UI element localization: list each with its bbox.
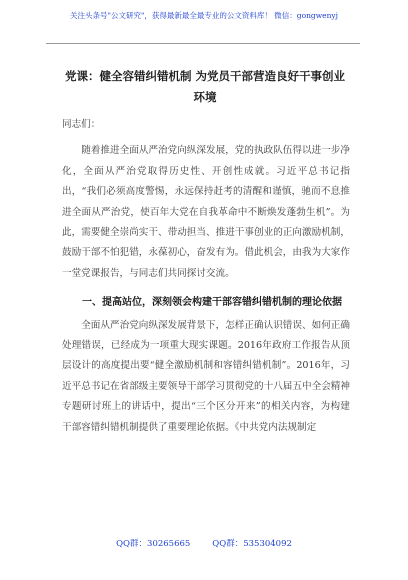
- salutation: 同志们：: [62, 119, 101, 130]
- header-banner: 关注头条号"公文研究"，获得最新最全最专业的公文资料库！ 微信：gongwenyj: [70, 11, 338, 20]
- document-body: [62, 115, 350, 438]
- header-divider: [46, 43, 360, 44]
- footer-contacts: [0, 538, 408, 550]
- intro-paragraph: 随着推进全面从严治党向纵深发展，党的执政队伍得以进一步净化，全面从严治党取得历史性、开创性成就。习近平总书记指出，“我们必须高度警惕，永远保持赶考的清醒和谨慎，驰而不息推进全面从严治党，使百年大党在自我革命中不断焕发蓬勃生机”。为此，需要健全崇尚实干、带动担当、推进干事创业的正向激励机制，鼓励干部不怕犯错，永葆初心，奋发有为。借此机会，由我为大家作一堂党课报告，与同志们共同探讨交流。: [62, 145, 350, 279]
- section-heading: 一、提高站位，深刻领会构建干部容错纠错机制的理论依据: [82, 297, 342, 309]
- section-paragraph: 全面从严治党向纵深发展背景下，怎样正确认识错误、如何正确处理错误，已经成为一项重大现实课题。2016年政府工作报告从顶层设计的高度提出要“健全激励机制和容错纠错机制”。2016年，习近平总书记在省部级主要领导干部学习贯彻党的十八届五中全会精神专题研讨班上的讲话中，提出“三个区分开来”的相关内容，为构建干部容错纠错机制提供了重要理论依据。《中共党内法规制定: [62, 319, 350, 433]
- document-title: 党课：健全容错纠错机制 为党员干部营造良好干事创业环境: [64, 69, 345, 104]
- footer-qq-group-2: QQ群：535304092: [212, 539, 292, 549]
- footer-qq-group-1: QQ群：30265665: [116, 539, 191, 549]
